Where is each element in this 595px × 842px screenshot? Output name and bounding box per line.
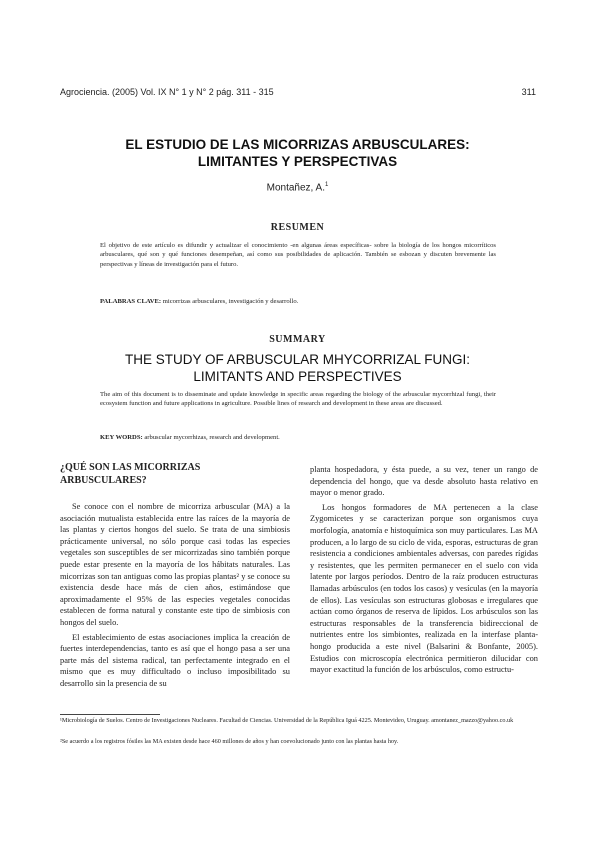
right-column [310,464,538,679]
summary-text: The aim of this document is to disseminate and update knowledge in specific areas regarding the biology of the arbuscular mycorrhizal fungi, their ecosystem function and future applications in agriculture. Possible lines of research and development in these areas are discussed. [100,391,496,408]
footnote-2: ²Se acuerdo a los registros fósiles las MA existen desde hace 460 millones de años y han coevolucionado junto con las plantas hasta hoy. [60,738,399,745]
section-heading-line2: ARBUSCULARES? [60,474,147,486]
journal-header: Agrociencia. (2005) Vol. IX N° 1 y N° 2 pág. 311 - 315 [60,87,274,97]
author [60,182,535,193]
summary-keywords [100,433,496,442]
title-en-line2: LIMITANTS AND PERSPECTIVES [193,369,402,384]
title-en-line1: THE STUDY OF ARBUSCULAR MHYCORRIZAL FUNGI: [124,352,471,367]
author-name: Montañez, A. [266,182,326,194]
resumen-keywords-label: PALABRAS CLAVE: [100,298,162,305]
summary-heading: SUMMARY [269,334,326,345]
summary-keywords-list: arbuscular mycorrhizas, research and development. [142,434,280,441]
section-heading-line1: ¿QUÉ SON LAS MICORRIZAS [60,462,201,473]
author-affiliation-mark: 1 [325,182,329,188]
footnote-1: ¹Microbiología de Suelos. Centro de Investigaciones Nucleares. Facultad de Ciencias. Universidad de la República Iguá 4225. Montevideo, Uruguay. amontanez_mazzo@yahoo.co.uk [60,717,514,724]
right-paragraph-2: Los hongos formadores de MA pertenecen a la clase Zygomicetes y se caracterizan porque son organismos cuya morfología, anatomía e histoquímica son muy particulares. Las MA producen, a lo largo de su ciclo de vida, esporas, estructuras de gran resistencia a condiciones ambientales adversas, con paredes rígidas y resistentes, que les permiten permanecer en el suelo con vida latente por largos períodos. Dentro de la raíz producen estructuras llamadas arbúsculos (en todos los casos) y vesículas (en la mayoría de ellos). Las vesículas son estructuras globosas e irregulares que actúan como órganos de reserva de lípidos. Los arbúsculos son las estructuras responsables de la transferencia bidireccional de nutrientes entre los simbiontes, realizada en la interfase planta-hongo producida a este nivel (Balsarini & Bonfante, 2005). Estudios con microscopía electrónica permitieron dilucidar con mayor exactitud la función de los arbúsculos, como estructu- [310,502,538,675]
left-paragraph-1: Se conoce con el nombre de micorriza arbuscular (MA) a la asociación mutualista establecida entre las raíces de la mayoría de las plantas y ciertos hongos del suelo. Se trata de una simbiosis prácticamente universal, no sólo porque casi todas las especies vegetales son susceptibles de ser micorrizadas sino también porque puede estar presente en la mayoría de los hábitats naturales. Las micorrizas son tan antiguas como las propias plantas² y se conoce su existencia desde hace más de cien años, estimándose que aproximadamente el 95% de las especies vegetales conocidas establecen de forma natural y constante este tipo de simbiosis con hongos del suelo. [60,502,290,627]
resumen-heading: RESUMEN [270,222,325,233]
resumen-keywords-list: micorrizas arbusculares, investigación y desarrollo. [161,298,299,305]
title-es-line1: EL ESTUDIO DE LAS MICORRIZAS ARBUSCULARES: [125,137,470,152]
resumen-text: El objetivo de este artículo es difundir y actualizar el conocimiento -en algunas áreas específicas- sobre la biología de los hongos micorríticos arbusculares, qué son y qué funciones desempeñan, así como sus posibilidades de aplicación. También se esbozan y discuten brevemente las perspectivas y líneas de investigación para el futuro. [100,242,496,268]
left-column [60,462,290,693]
footnote-rule [60,714,160,715]
page-number: 311 [521,87,536,97]
title-es-line2: LIMITANTES Y PERSPECTIVAS [197,154,398,169]
summary-keywords-label: KEY WORDS: [100,434,143,441]
resumen-keywords [100,297,496,306]
right-paragraph-1: planta hospedadora, y ésta puede, a su vez, tener un rango de dependencia del hongo, que va desde absoluto hasta relativo en mayor o menor grado. [310,465,538,498]
left-paragraph-2: El establecimiento de estas asociaciones implica la creación de fuertes interdependencias, tanto es así que el hongo pasa a ser una parte más del sistema radical, tan perfectamente integrado en el mismo que es muy difficultado o incluso imposibilitado su desarrollo sin la presencia de su [60,632,290,688]
